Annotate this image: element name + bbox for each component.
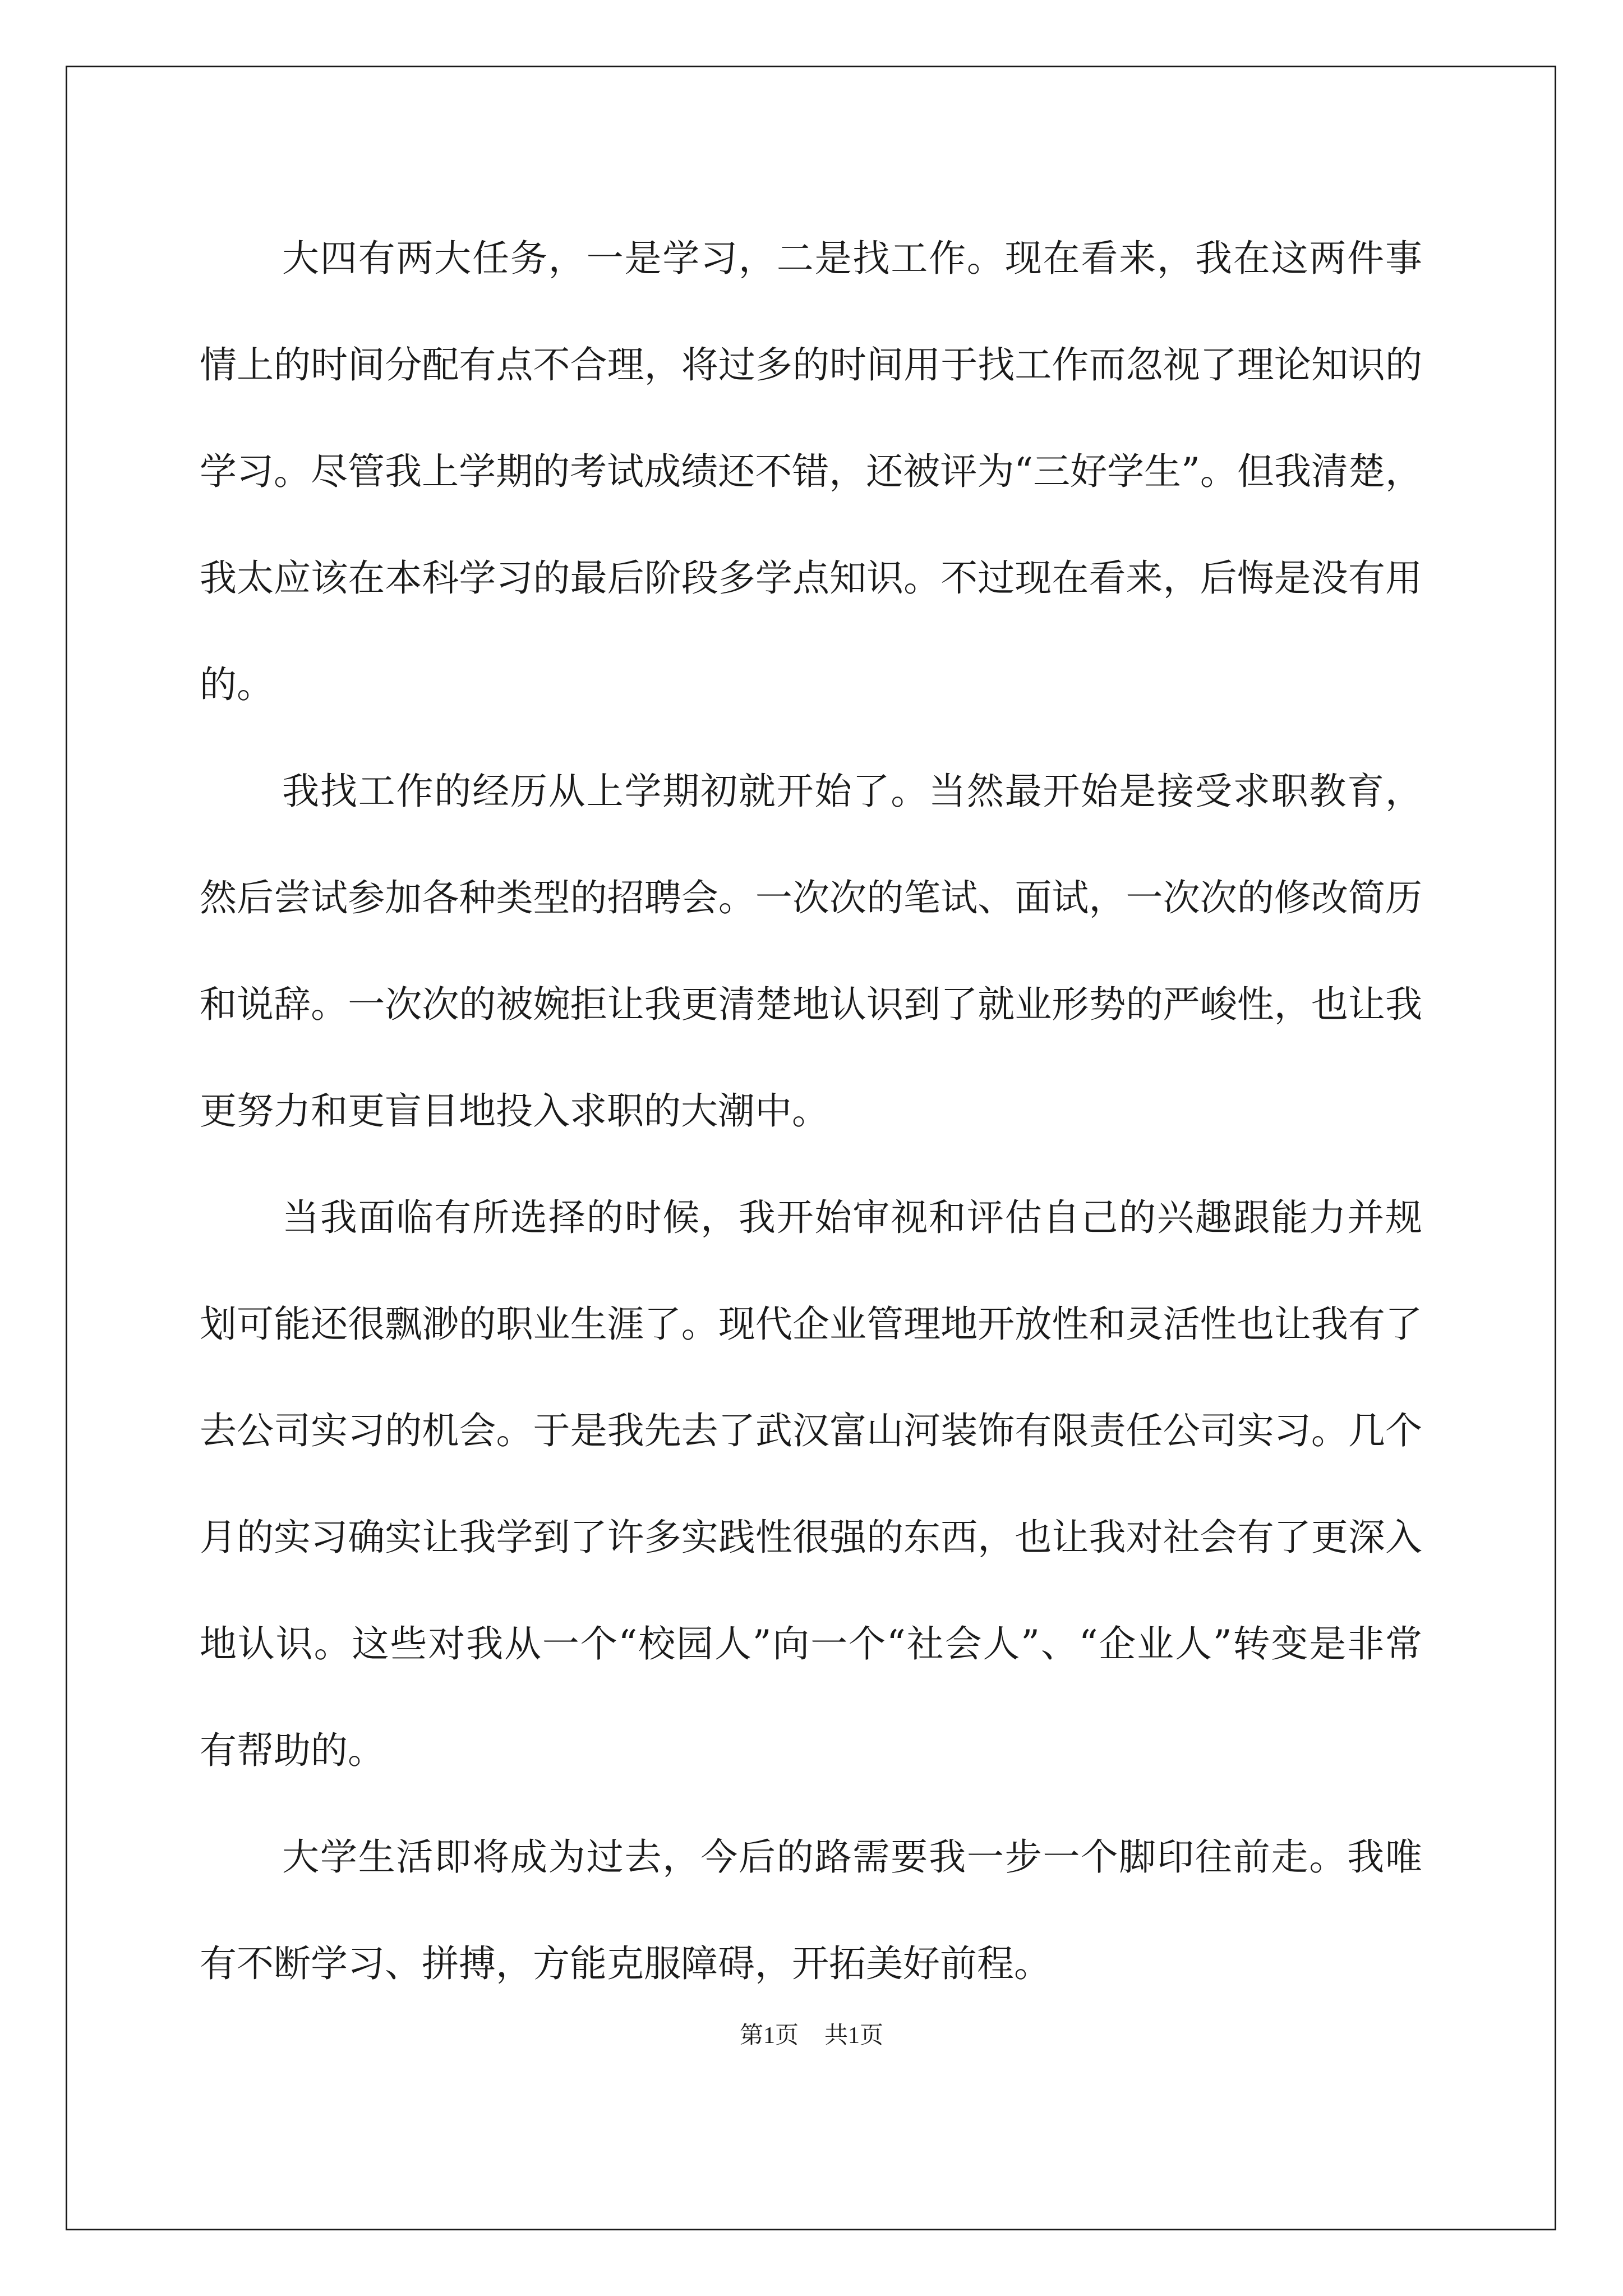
page-number: 第1页: [739, 2023, 799, 2049]
paragraph: 大四有两大任务，一是学习，二是找工作。现在看来，我在这两件事情上的时间分配有点不合理，将过多的时间用于找工作而忽视了理论知识的学习。尽管我上学期的考试成绩还不错，还被评为“三好学生”。但我清楚，我太应该在本科学习的最后阶段多学点知识。不过现在看来，后悔是没有用的。: [200, 237, 1422, 706]
paragraph: 大学生活即将成为过去，今后的路需要我一步一个脚印往前走。我唯有不断学习、拼搏，方能克服障碍，开拓美好前程。: [200, 1835, 1422, 1985]
document-body: [200, 205, 1422, 2017]
page-footer: [0, 2017, 1623, 2050]
paragraph: 当我面临有所选择的时候，我开始审视和评估自己的兴趣跟能力并规划可能还很飘渺的职业生涯了。现代企业管理地开放性和灵活性也让我有了去公司实习的机会。于是我先去了武汉富山河装饰有限责任公司实习。几个月的实习确实让我学到了许多实践性很强的东西，也让我对社会有了更深入地认识。这些对我从一个“校园人”向一个“社会人”、“企业人”转变是非常有帮助的。: [200, 1196, 1422, 1772]
paragraph: 我找工作的经历从上学期初就开始了。当然最开始是接受求职教育，然后尝试参加各种类型的招聘会。一次次的笔试、面试，一次次的修改简历和说辞。一次次的被婉拒让我更清楚地认识到了就业形势的严峻性，也让我更努力和更盲目地投入求职的大潮中。: [200, 770, 1422, 1133]
page-total: 共1页: [824, 2023, 884, 2049]
